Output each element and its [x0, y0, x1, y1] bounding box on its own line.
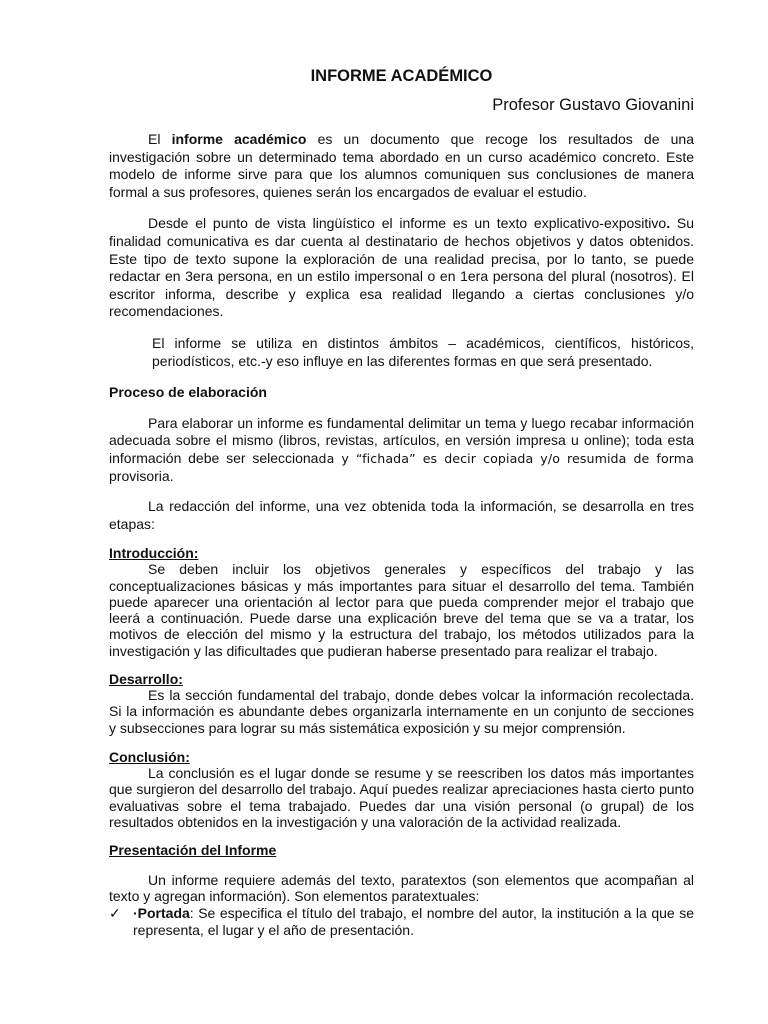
introduccion-heading: Introducción: — [109, 545, 199, 562]
introduccion-text: Se deben incluir los objetivos generales y específicos del trabajo y las conceptualizaciones básicas y más importantes para situar el desarrollo del tema. También puede aparecer una orientación al lector para que pueda comprender mejor el trabajo que leerá a continuación. Puede darse una explicación breve del tema que se va a tratar, los motivos de elección del mismo y la estructura del trabajo, los métodos utilizados para la investigación y las dificultades que pudieran haberse presentado para realizar el trabajo. — [109, 561, 694, 659]
paratext-list-item — [109, 905, 694, 940]
conclusion-text: La conclusión es el lugar donde se resume y se reescriben los datos más importantes que surgieron del desarrollo del trabajo. Aquí puedes realizar apreciaciones hasta cierto punto evaluativas sobre el tema trabajado. Puedes dar una visión personal (o grupal) de los resultados obtenidos en la investigación y una valoración de la actividad realizada. — [109, 764, 694, 830]
intro-paragraph-start: El — [148, 131, 172, 147]
proceso-heading: Proceso de elaboración — [109, 384, 267, 401]
linguistic-paragraph-rest: Su finalidad comunicativa es dar cuenta al destinatario de hechos objetivos y datos obtenidos. Este tipo de texto supone la exploración de una realidad precisa, por lo tanto, se puede redactar en 3era persona, en un estilo impersonal o en 1era persona del plural (nosotros). El escritor informa, describe y explica esa realidad llegando a ciertas conclusiones y/o recomendaciones. — [109, 215, 695, 320]
intro-paragraph-bold: informe académico — [171, 131, 307, 147]
proceso-paragraph-start: Para elaborar un informe es fundamental delimitar un tema y luego recabar información adecuada sobre el mismo (libros, revistas, artículos, en versión impresa u online); toda esta información debe ser selecciona — [109, 414, 694, 466]
paratext-item-text — [133, 905, 694, 940]
intro-paragraph — [109, 131, 694, 201]
proceso-paragraph-small: da y “fichada” es decir copiada y/o resumida de forma — [318, 450, 694, 466]
linguistic-paragraph-bold: . — [666, 215, 671, 232]
proceso-paragraph-end: provisoria. — [109, 467, 174, 484]
proceso-paragraph — [109, 415, 694, 485]
linguistic-paragraph-start: Desde el punto de vista lingüístico el informe es un texto explicativo-expositivo — [148, 215, 667, 232]
paratext-item-description: : Se especifica el título del trabajo, el nombre del autor, la institución a la que se representa, el lugar y el año de presentación. — [133, 904, 694, 939]
desarrollo-text: Es la sección fundamental del trabajo, donde debes volcar la información recolectada. Si la información es abundante debes organizarla internamente en un conjunto de secciones y subsecciones para lograr su más sistemática exposición y su mejor comprensión. — [109, 687, 694, 736]
desarrollo-heading: Desarrollo: — [109, 671, 183, 688]
checkmark-icon: ✓ — [109, 904, 121, 921]
conclusion-heading: Conclusión: — [109, 748, 190, 765]
intro-paragraph-rest: es un documento que recoge los resultados de una investigación sobre un determinado tema abordado en un curso académico concreto. Este modelo de informe sirve para que los alumnos comuniquen sus conclusiones de manera formal a sus profesores, quienes serán los encargados de evaluar el estudio. — [109, 131, 695, 200]
document-title: INFORME ACADÉMICO — [310, 67, 493, 85]
redaccion-paragraph: La redacción del informe, una vez obtenida toda la información, se desarrolla en tres etapas: — [109, 498, 694, 532]
paratext-item-label: ·Portada — [133, 904, 190, 921]
linguistic-paragraph — [109, 215, 694, 321]
presentacion-heading: Presentación del Informe — [109, 842, 277, 859]
document-author: Profesor Gustavo Giovanini — [492, 96, 694, 114]
usage-paragraph: El informe se utiliza en distintos ámbitos – académicos, científicos, históricos, periodísticos, etc.-y eso influye en las diferentes formas en que será presentado. — [152, 334, 694, 369]
document-content — [109, 66, 694, 940]
presentacion-text: Un informe requiere además del texto, paratextos (son elementos que acompañan al texto y agregan información). Son elementos paratextuales: — [109, 872, 694, 905]
